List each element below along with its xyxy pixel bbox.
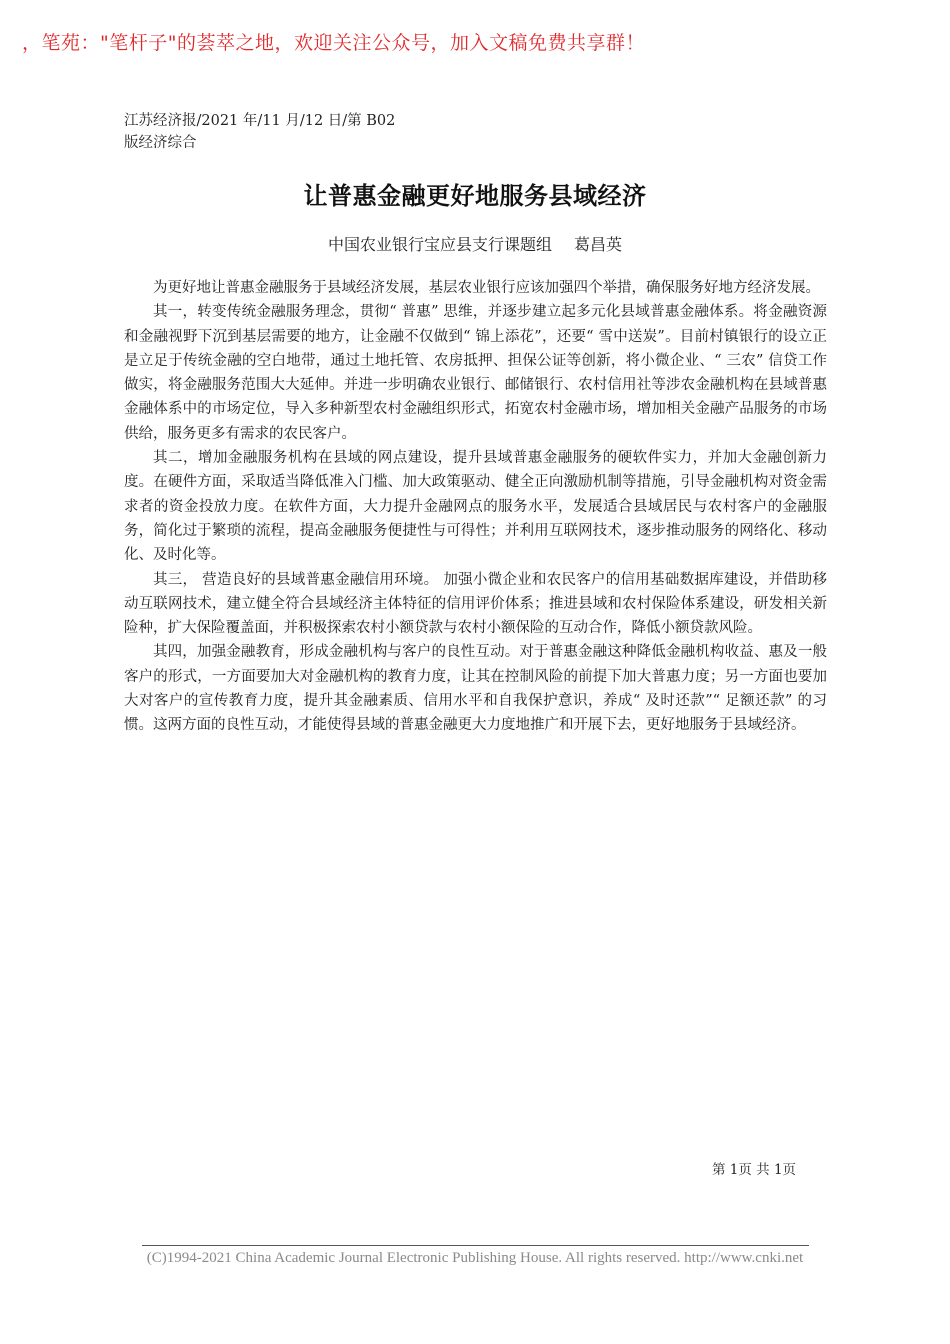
footer-divider (142, 1245, 809, 1246)
paragraph-second: 其二，增加金融服务机构在县域的网点建设，提升县域普惠金融服务的硬软件实力，并加大金融创新力度。在硬件方面，采取适当降低准入门槛、加大政策驱动、健全正向激励机制等措施，引导金融机构对资金需求者的资金投放力度。在软件方面，大力提升金融网点的服务水平，发展适合县域居民与农村客户的金融服务，简化过于繁琐的流程，提高金融服务便捷性与可得性；并利用互联网技术，逐步推动服务的网络化、移动化、及时化等。 (124, 450, 827, 564)
page-number: 第 1页 共 1页 (712, 1162, 797, 1178)
paragraph-first: 其一，转变传统金融服务理念，贯彻“ 普惠” 思维，并逐步建立起多元化县域普惠金融体系。将金融资源和金融视野下沉到基层需要的地方，让金融不仅做到“ 锦上添花”，还要“ 雪中送炭”。目前村镇银行的设立正是立足于传统金融的空白地带，通过土地托管、农房抵押、担保公证等创新，将小微企业、“ 三农” 信贷工作做实，将金融服务范围大大延伸。并进一步明确农业银行、邮储银行、农村信用社等涉农金融机构在县域普惠金融体系中的市场定位，导入多种新型农村金融组织形式，拓宽农村金融市场，增加相关金融产品服务的市场供给，服务更多有需求的农民客户。 (124, 304, 827, 442)
article-author (0, 232, 950, 255)
source-info (124, 110, 424, 154)
author-organization: 中国农业银行宝应县支行课题组 (327, 235, 552, 254)
paragraph-fourth: 其四，加强金融教育，形成金融机构与客户的良性互动。对于普惠金融这种降低金融机构收益、惠及一般客户的形式，一方面要加大对金融机构的教育力度，让其在控制风险的前提下加大普惠力度；另一方面也要加大对客户的宣传教育力度，提升其金融素质、信用水平和自我保护意识，养成“ 及时还款”“ 足额还款” 的习惯。这两方面的良性互动，才能使得县域的普惠金融更大力度地推广和开展下去，更好地服务于县域经济。 (124, 644, 827, 734)
promo-banner: ，笔苑："笔杆子"的荟萃之地，欢迎关注公众号，加入文稿免费共享群！ (22, 32, 645, 54)
article-title: 让普惠金融更好地服务县域经济 (303, 182, 647, 210)
source-line-1: 江苏经济报/2021 年/11 月/12 日/第 B02 (124, 113, 396, 129)
article-body (124, 276, 827, 738)
paragraph-intro: 为更好地让普惠金融服务于县域经济发展，基层农业银行应该加强四个举措，确保服务好地方经济发展。 (153, 280, 820, 296)
author-name: 葛昌英 (574, 235, 623, 254)
source-line-2: 版经济综合 (124, 135, 197, 151)
copyright-notice: (C)1994-2021 China Academic Journal Electronic Publishing House. All rights reserved. http://www.cnki.net (146, 1250, 804, 1266)
paragraph-third: 其三， 营造良好的县域普惠金融信用环境。 加强小微企业和农民客户的信用基础数据库建设，并借助移动互联网技术，建立健全符合县域经济主体特征的信用评价体系；推进县域和农村保险体系建设，研发相关新险种，扩大保险覆盖面，并积极探索农村小额贷款与农村小额保险的互动合作，降低小额贷款风险。 (124, 571, 827, 637)
